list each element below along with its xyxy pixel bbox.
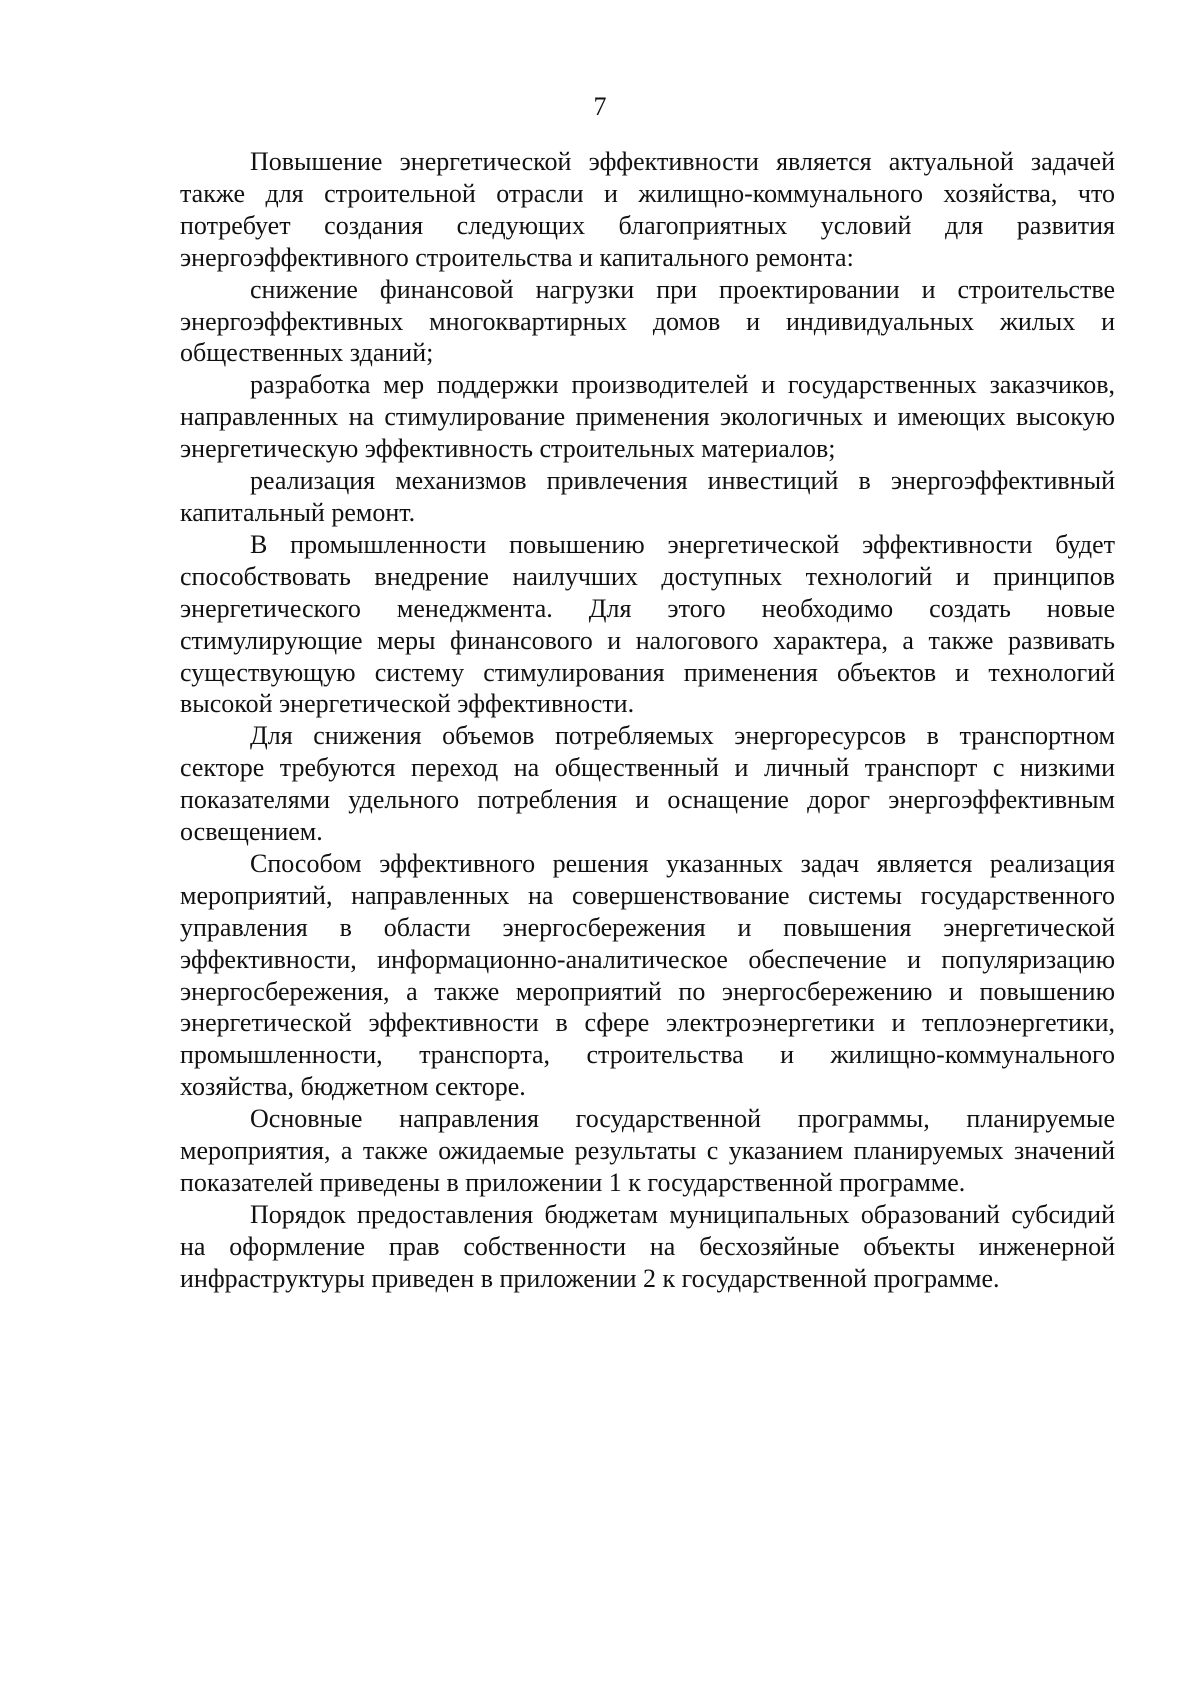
paragraph-solution: Способом эффективного решения указанных задач является реализация мероприятий, направленных на совершенствование системы государственного управления в области энергосбережения и повышения энергетической эффективности, информационно-аналитическое обеспечение и популяризацию энергосбережения, а также мероприятий по энергосбережению и повышению энергетической эффективности в сфере электроэнергетики и теплоэнергетики, промышленности, транспорта, строительства и жилищно-коммунального хозяйства, бюджетном секторе.	[180, 848, 1115, 1102]
paragraph-industry: В промышленности повышению энергетической эффективности будет способствовать внедрение наилучших доступных технологий и принципов энергетического менеджмента. Для этого необходимо создать новые стимулирующие меры финансового и налогового характера, а также развивать существующую систему стимулирования применения объектов и технологий высокой энергетической эффективности.	[180, 529, 1115, 719]
document-body	[180, 146, 1115, 1295]
paragraph-list-item: разработка мер поддержки производителей и государственных заказчиков, направленных на стимулирование применения экологичных и имеющих высокую энергетическую эффективность строительных материалов;	[180, 370, 1115, 464]
paragraph-transport: Для снижения объемов потребляемых энергоресурсов в транспортном секторе требуются переход на общественный и личный транспорт с низкими показателями удельного потребления и оснащение дорог энергоэффективным освещением.	[180, 721, 1115, 847]
paragraph-directions: Основные направления государственной программы, планируемые мероприятия, а также ожидаемые результаты с указанием планируемых значений показателей приведены в приложении 1 к государственной программе.	[180, 1104, 1115, 1197]
paragraph-subsidies: Порядок предоставления бюджетам муниципальных образований субсидий на оформление прав собственности на бесхозяйные объекты инженерной инфраструктуры приведен в приложении 2 к государственной программе.	[180, 1199, 1115, 1293]
paragraph-intro: Повышение энергетической эффективности является актуальной задачей также для строительной отрасли и жилищно-коммунального хозяйства, что потребует создания следующих благоприятных условий для развития энергоэффективного строительства и капитального ремонта:	[180, 147, 1115, 272]
paragraph-list-item: снижение финансовой нагрузки при проектировании и строительстве энергоэффективных многоквартирных домов и индивидуальных жилых и общественных зданий;	[180, 274, 1115, 368]
page-number: 7	[593, 92, 607, 121]
paragraph-list-item: реализация механизмов привлечения инвестиций в энергоэффективный капитальный ремонт.	[180, 466, 1115, 527]
